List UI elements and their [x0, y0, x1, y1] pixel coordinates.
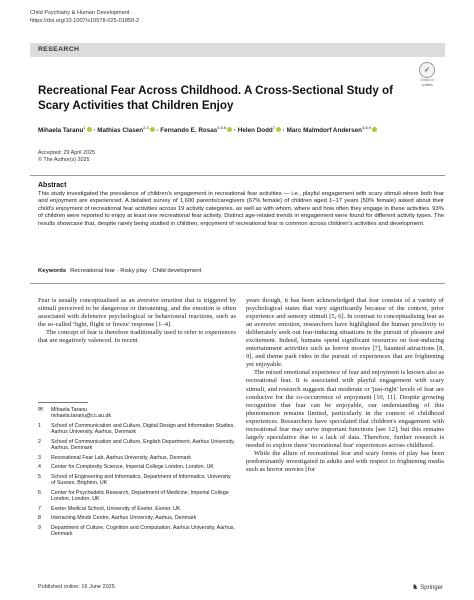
orcid-icon[interactable] — [372, 127, 377, 132]
author-name[interactable]: Mihaela Taranu — [38, 127, 84, 134]
body-paragraph: The mixed emotional experience of fear and enjoyment is known also as recreational fear. It is associated with playful engagement with scary stimuli, and research suggests that moderate or 'just-right' levels of fear are conducive for the co-occurrence of enjoyment [10, 11]. Despite growing recognition that fear can be enjoyable, our understanding of this phenomenon remains limited, particularly in the context of childhood experiences. Researchers have speculated that children's engagement with recreational fear may serve important functions [see 12], but this remains largely speculative due to a lack of data. Therefore, further research is needed to explore these 'recreational fear' experiences across childhood. — [246, 369, 444, 449]
affiliation-number: 2 — [38, 438, 41, 445]
abstract-text: This study investigated the prevalence of children's engagement in recreational fear activities — i.e., playful engagement with scary stimuli where both fear and enjoyment are experienced. A detailed survey of 1,600 parents/caregivers (67% female) of children aged 1–17 years (50% female) asked about their child's enjoyment of recreational fear activities across 19 activity categories, as well as with whom, where and how often they engage in these activities. 93% of children were reported to enjoy at least one recreational fear activity. Distinct age-related trends in engagement were found for different activity types. The results showcase that, despite rarely being studied in children, enjoyment of recreational fear is common across children's activities and development. — [38, 191, 444, 227]
article-dates — [38, 150, 95, 164]
affiliation-text: School of Engineering and Informatics, Department of Informatics, University of Sussex, Brighton, UK — [51, 473, 231, 487]
abstract-heading: Abstract — [38, 182, 67, 189]
affiliation-item — [38, 423, 236, 436]
author-separator: · — [154, 127, 161, 134]
affiliation-item — [38, 455, 236, 461]
affiliation-item — [38, 525, 236, 538]
footnote-divider — [38, 402, 88, 403]
affiliation-number: 5 — [38, 473, 41, 480]
author-affiliation-sup: 7 — [272, 125, 276, 130]
affiliation-number: 8 — [38, 515, 41, 522]
journal-header — [30, 10, 139, 25]
journal-name: Child Psychiatry & Human Development — [30, 10, 130, 16]
section-label: RESEARCH — [38, 46, 80, 53]
affiliation-text: Exeter Medical School, University of Exeter, Exeter, UK — [51, 505, 181, 512]
keyword-items — [70, 268, 201, 274]
author-separator: · — [281, 127, 287, 134]
affiliation-text: Interacting Minds Centre, Aarhus University, Aarhus, Denmark — [51, 515, 197, 522]
author-separator: · — [232, 127, 238, 134]
author-list — [38, 125, 453, 134]
affiliation-item — [38, 474, 236, 487]
body-paragraph: years though, it has been acknowledged that fear consists of a variety of psychological states that vary significantly because of the context, prior experience and sensory stimuli [5, 6]. In contrast to conceptualising fear as an aversive emotion, researchers have highlighted the human proclivity to deliberately seek out fear-inducing situations in the pursuit of pleasure and excitement. Indeed, humans spend significant resources on fear-inducing entertainment activities such as horror movies [7], haunted attractions [8, 9], and theme park rides in the pursuit of experiences that are frightening yet enjoyable. — [246, 297, 444, 369]
author-affiliation-sup: 2,3 — [143, 125, 149, 130]
keyword: Child development — [152, 268, 202, 274]
affiliation-number: 9 — [38, 524, 41, 531]
accepted-date: Accepted: 29 April 2025 — [38, 150, 95, 156]
publisher-name: Springer — [420, 585, 443, 591]
affiliation-number: 1 — [38, 422, 41, 429]
affiliation-text: Center for Complexity Science, Imperial College London, London, UK — [51, 464, 214, 471]
check-for-updates-button[interactable] — [415, 62, 439, 87]
affiliation-list — [38, 423, 236, 537]
publisher-logo — [412, 583, 443, 591]
author-name[interactable]: Helen Dodd — [237, 127, 273, 134]
affiliation-number: 6 — [38, 489, 41, 496]
check-updates-label-2: updates — [421, 82, 433, 87]
keyword-separator: · — [115, 268, 121, 274]
affiliation-text: School of Communication and Culture, English Department, Aarhus University, Aarhus, Denmark — [51, 438, 235, 452]
author-affiliation-sup: 3,8,9 — [361, 125, 371, 130]
section-banner — [30, 43, 445, 57]
copyright-notice: © The Author(s) 2025 — [38, 157, 90, 163]
body-paragraph: Fear is usually conceptualised as an aversive emotion that is triggered by stimuli perceived to be dangerous or threatening, and the emotion is often associated with defensive psychological or behavioural reactions, such as the so-called 'fight, flight or freeze' response [1–4]. — [38, 297, 236, 329]
divider — [30, 175, 445, 176]
affiliation-text: Recreational Fear Lab, Aarhus University, Aarhus, Denmark — [51, 454, 192, 461]
affiliation-text: Center for Psychedelic Research, Department of Medicine, Imperial College London, London, UK — [51, 489, 229, 503]
affiliation-item — [38, 506, 236, 512]
affiliation-number: 3 — [38, 454, 41, 461]
keyword: Risky play — [120, 268, 148, 274]
author-name[interactable]: Fernando E. Rosas — [160, 127, 218, 134]
body-left-column — [38, 297, 236, 345]
affiliation-item — [38, 464, 236, 470]
journal-doi-link[interactable]: https://doi.org/10.1007/s10578-025-01850-2 — [30, 17, 140, 24]
affiliation-item — [38, 439, 236, 452]
affiliations-footnote — [38, 407, 236, 540]
contact-email-link[interactable]: mihaela.taranu@cc.au.dk — [51, 413, 112, 420]
body-paragraph: While the allure of recreational fear and scary forms of play has been predominantly investigated in adults and with respect to frightening media such as horror movies [for — [246, 449, 444, 473]
article-title: Recreational Fear Across Childhood. A Cross-Sectional Study of Scary Activities that Children Enjoy — [38, 84, 393, 112]
published-date: Published online: 16 June 2025 — [38, 584, 115, 590]
contact-row — [38, 407, 236, 420]
bookmark-check-icon: ✓ — [419, 62, 435, 78]
affiliation-number: 4 — [38, 464, 41, 471]
affiliation-text: Department of Culture, Cognition and Computation, Aarhus University, Aarhus, Denmark — [51, 524, 235, 537]
body-paragraph: The concept of fear is therefore traditionally used to refer to experiences that are negatively valenced. In recent — [38, 329, 236, 345]
author-name[interactable]: Marc Malmdorf Andersen — [286, 127, 362, 134]
author-name[interactable]: Mathias Clasen — [97, 127, 144, 134]
author-affiliation-sup: 1 — [83, 125, 86, 130]
affiliation-item — [38, 515, 236, 521]
divider — [30, 283, 445, 284]
check-updates-label-1: Check for — [420, 78, 434, 82]
keyword: Recreational fear — [70, 268, 116, 274]
keywords — [38, 268, 201, 274]
springer-horse-icon: ♞ — [412, 584, 419, 591]
affiliation-item — [38, 490, 236, 503]
author-separator: · — [91, 127, 98, 134]
envelope-icon: ✉ — [38, 407, 44, 413]
keywords-label: Keywords — [38, 268, 67, 274]
contact-name: Mihaela Taranu — [51, 407, 88, 413]
affiliation-text: School of Communication and Culture, Digital Design and Information Studies, Aarhus University, Aarhus, Denmark — [51, 422, 235, 436]
author-affiliation-sup: 4,5,6 — [217, 125, 227, 130]
affiliation-number: 7 — [38, 505, 41, 512]
body-right-column — [246, 297, 444, 474]
keyword-separator: · — [147, 268, 153, 274]
